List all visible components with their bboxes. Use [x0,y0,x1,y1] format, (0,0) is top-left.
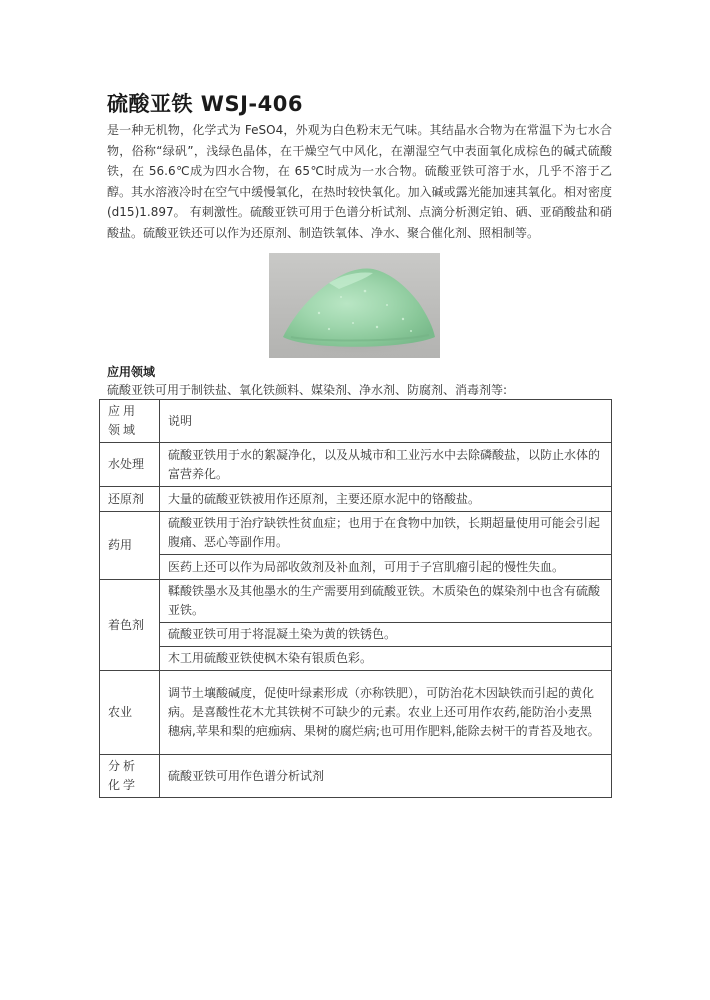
desc-cell: 硫酸亚铁可用作色谱分析试剂 [160,755,612,798]
table-row [100,671,612,755]
field-cell: 药用 [100,512,160,580]
table-header-row [100,400,612,443]
applications-table [99,399,612,798]
header-desc: 说明 [160,400,612,443]
green-powder-photo [269,253,440,358]
desc-cell: 硫酸亚铁用于治疗缺铁性贫血症；也用于在食物中加铁，长期超量使用可能会引起腹痛、恶心等副作用。 [160,512,612,555]
table-row [100,512,612,555]
desc-cell: 木工用硫酸亚铁使枫木染有银质色彩。 [160,647,612,671]
field-cell: 着色剂 [100,580,160,671]
header-field: 应用领域 [100,400,160,443]
table-row [100,755,612,798]
desc-cell: 硫酸亚铁可用于将混凝土染为黄的铁锈色。 [160,623,612,647]
applications-heading: 应用领域 [107,365,156,379]
desc-cell: 硫酸亚铁用于水的絮凝净化，以及从城市和工业污水中去除磷酸盐，以防止水体的富营养化。 [160,443,612,487]
table-row [100,623,612,647]
table-row [100,647,612,671]
desc-cell: 医药上还可以作为局部收敛剂及补血剂，可用于子宫肌瘤引起的慢性失血。 [160,555,612,580]
intro-paragraph: 是一种无机物，化学式为 FeSO4，外观为白色粉末无气味。其结晶水合物为在常温下为七水合物，俗称“绿矾”，浅绿色晶体，在干燥空气中风化，在潮湿空气中表面氧化成棕色的碱式硫酸铁，在 56.6℃成为四水合物，在 65℃时成为一水合物。硫酸亚铁可溶于水，几乎不溶于乙醇。其水溶液冷时在空气中缓慢氧化，在热时较快氧化。加入碱或露光能加速其氧化。相对密度(d15)1.897。 有刺激性。硫酸亚铁可用于色谱分析试剂、点滴分析测定铂、硒、亚硝酸盐和硝酸盐。硫酸亚铁还可以作为还原剂、制造铁氧体、净水、聚合催化剂、照相制等。 [107,123,612,240]
field-cell: 还原剂 [100,487,160,512]
desc-cell: 调节土壤酸碱度，促使叶绿素形成（亦称铁肥），可防治花木因缺铁而引起的黄化病。是喜酸性花木尤其铁树不可缺少的元素。农业上还可用作农药,能防治小麦黑穗病,苹果和梨的疤痂病、果树的腐烂病;也可用作肥料,能除去树干的青苔及地衣。 [160,671,612,755]
table-row [100,580,612,623]
document-title: 硫酸亚铁 WSJ-406 [107,92,303,116]
table-row [100,487,612,512]
field-cell: 分析化学 [100,755,160,798]
applications-description: 硫酸亚铁可用于制铁盐、氧化铁颜料、媒染剂、净水剂、防腐剂、消毒剂等: [107,383,508,397]
table-row [100,555,612,580]
field-cell: 农业 [100,671,160,755]
table-row [100,443,612,487]
powder-pile-illustration [269,253,440,358]
desc-cell: 大量的硫酸亚铁被用作还原剂，主要还原水泥中的铬酸盐。 [160,487,612,512]
field-cell: 水处理 [100,443,160,487]
desc-cell: 鞣酸铁墨水及其他墨水的生产需要用到硫酸亚铁。木质染色的媒染剂中也含有硫酸亚铁。 [160,580,612,623]
